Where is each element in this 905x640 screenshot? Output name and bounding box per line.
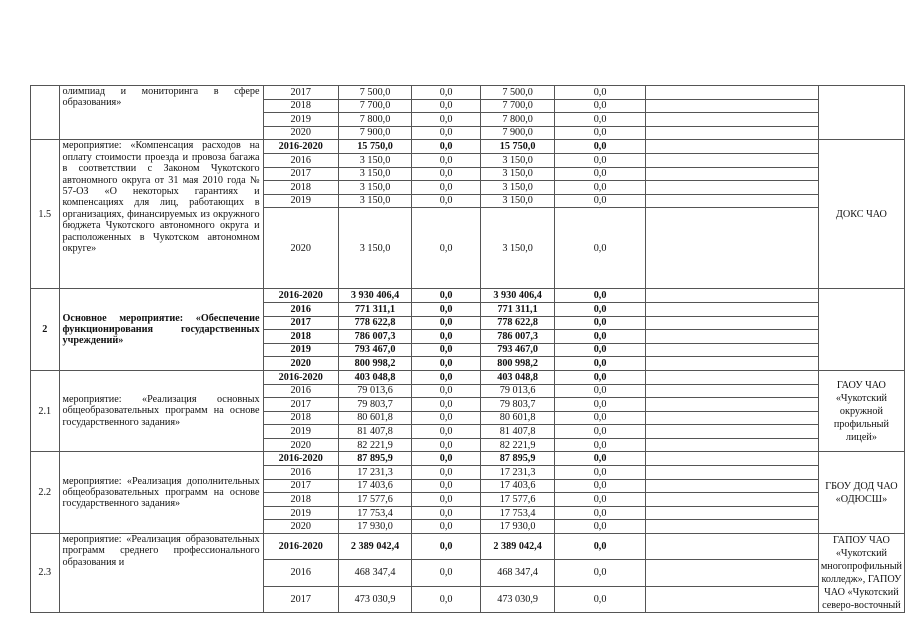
regional-cell: 793 467,0	[481, 343, 555, 357]
total-cell: 81 407,8	[338, 425, 411, 439]
federal-cell: 0,0	[412, 534, 481, 560]
other-cell: 0,0	[555, 479, 646, 493]
total-cell: 473 030,9	[338, 586, 411, 612]
federal-cell: 0,0	[412, 438, 481, 452]
empty-cell	[646, 330, 819, 344]
activity-name: мероприятие: «Реализация дополнительных общеобразовательных программ на основе государственного задания»	[59, 452, 263, 534]
other-cell: 0,0	[555, 384, 646, 398]
total-cell: 403 048,8	[338, 370, 411, 384]
total-cell: 3 930 406,4	[338, 289, 411, 303]
federal-cell: 0,0	[412, 86, 481, 100]
other-cell: 0,0	[555, 302, 646, 316]
year-cell: 2020	[263, 126, 338, 140]
table-row	[31, 370, 905, 384]
other-cell: 0,0	[555, 452, 646, 466]
federal-cell: 0,0	[412, 153, 481, 167]
regional-cell: 3 150,0	[481, 153, 555, 167]
table-row	[31, 534, 905, 560]
year-cell: 2017	[263, 586, 338, 612]
year-cell: 2016	[263, 302, 338, 316]
year-cell: 2017	[263, 316, 338, 330]
total-cell: 82 221,9	[338, 438, 411, 452]
activity-name: мероприятие: «Компенсация расходов на оплату стоимости проезда и провоза багажа в соответствии с Законом Чукотского автономного округа от 31 мая 2010 года № 57-ОЗ «О некоторых гарантиях и компенсациях для лиц, работающих в организациях, финансируемых из окружного бюджета Чукотского автономного округа и расположенных в Чукотском автономном округе»	[59, 140, 263, 289]
activity-name: мероприятие: «Реализация образовательных программ среднего профессионального образования и	[59, 534, 263, 613]
total-cell: 17 403,6	[338, 479, 411, 493]
other-cell: 0,0	[555, 493, 646, 507]
year-cell: 2019	[263, 113, 338, 127]
other-cell: 0,0	[555, 181, 646, 195]
activity-name: мероприятие: «Реализация основных общеобразовательных программ на основе государственного задания»	[59, 370, 263, 452]
table-row	[31, 140, 905, 154]
total-cell: 7 800,0	[338, 113, 411, 127]
other-cell: 0,0	[555, 316, 646, 330]
total-cell: 17 231,3	[338, 466, 411, 480]
federal-cell: 0,0	[412, 343, 481, 357]
empty-cell	[646, 534, 819, 560]
federal-cell: 0,0	[412, 466, 481, 480]
regional-cell: 3 930 406,4	[481, 289, 555, 303]
year-cell: 2016	[263, 153, 338, 167]
other-cell: 0,0	[555, 411, 646, 425]
year-cell: 2020	[263, 438, 338, 452]
empty-cell	[646, 493, 819, 507]
other-cell: 0,0	[555, 370, 646, 384]
regional-cell: 3 150,0	[481, 194, 555, 208]
executor-cell: ГБОУ ДОД ЧАО «ОДЮСШ»	[818, 452, 904, 534]
regional-cell: 3 150,0	[481, 208, 555, 289]
federal-cell: 0,0	[412, 167, 481, 181]
federal-cell: 0,0	[412, 126, 481, 140]
empty-cell	[646, 194, 819, 208]
empty-cell	[646, 126, 819, 140]
activity-name: олимпиад и мониторинга в сфере образования»	[59, 86, 263, 140]
total-cell: 7 700,0	[338, 99, 411, 113]
empty-cell	[646, 586, 819, 612]
empty-cell	[646, 560, 819, 586]
total-cell: 786 007,3	[338, 330, 411, 344]
total-cell: 3 150,0	[338, 181, 411, 195]
year-cell: 2020	[263, 520, 338, 534]
federal-cell: 0,0	[412, 384, 481, 398]
year-cell: 2017	[263, 86, 338, 100]
item-number: 2.1	[31, 370, 60, 452]
other-cell: 0,0	[555, 425, 646, 439]
year-cell: 2019	[263, 506, 338, 520]
federal-cell: 0,0	[412, 425, 481, 439]
regional-cell: 80 601,8	[481, 411, 555, 425]
year-cell: 2018	[263, 493, 338, 507]
empty-cell	[646, 520, 819, 534]
year-cell: 2017	[263, 398, 338, 412]
executor-cell	[818, 289, 904, 371]
empty-cell	[646, 316, 819, 330]
regional-cell: 81 407,8	[481, 425, 555, 439]
federal-cell: 0,0	[412, 398, 481, 412]
budget-table-body	[31, 86, 905, 613]
empty-cell	[646, 452, 819, 466]
other-cell: 0,0	[555, 167, 646, 181]
regional-cell: 17 930,0	[481, 520, 555, 534]
other-cell: 0,0	[555, 113, 646, 127]
year-cell: 2016-2020	[263, 370, 338, 384]
year-cell: 2018	[263, 330, 338, 344]
other-cell: 0,0	[555, 330, 646, 344]
regional-cell: 82 221,9	[481, 438, 555, 452]
empty-cell	[646, 370, 819, 384]
total-cell: 778 622,8	[338, 316, 411, 330]
table-row	[31, 452, 905, 466]
federal-cell: 0,0	[412, 208, 481, 289]
regional-cell: 403 048,8	[481, 370, 555, 384]
table-row	[31, 289, 905, 303]
federal-cell: 0,0	[412, 586, 481, 612]
year-cell: 2019	[263, 425, 338, 439]
empty-cell	[646, 425, 819, 439]
empty-cell	[646, 466, 819, 480]
empty-cell	[646, 343, 819, 357]
federal-cell: 0,0	[412, 560, 481, 586]
executor-cell	[818, 86, 904, 140]
total-cell: 468 347,4	[338, 560, 411, 586]
total-cell: 3 150,0	[338, 167, 411, 181]
other-cell: 0,0	[555, 208, 646, 289]
other-cell: 0,0	[555, 466, 646, 480]
total-cell: 3 150,0	[338, 153, 411, 167]
total-cell: 17 930,0	[338, 520, 411, 534]
other-cell: 0,0	[555, 289, 646, 303]
regional-cell: 7 500,0	[481, 86, 555, 100]
other-cell: 0,0	[555, 586, 646, 612]
budget-table	[30, 85, 905, 613]
total-cell: 7 900,0	[338, 126, 411, 140]
regional-cell: 800 998,2	[481, 357, 555, 371]
total-cell: 17 577,6	[338, 493, 411, 507]
total-cell: 7 500,0	[338, 86, 411, 100]
regional-cell: 473 030,9	[481, 586, 555, 612]
year-cell: 2016	[263, 384, 338, 398]
federal-cell: 0,0	[412, 411, 481, 425]
empty-cell	[646, 181, 819, 195]
regional-cell: 786 007,3	[481, 330, 555, 344]
regional-cell: 468 347,4	[481, 560, 555, 586]
total-cell: 15 750,0	[338, 140, 411, 154]
item-number: 2.3	[31, 534, 60, 613]
total-cell: 771 311,1	[338, 302, 411, 316]
other-cell: 0,0	[555, 438, 646, 452]
regional-cell: 3 150,0	[481, 181, 555, 195]
year-cell: 2018	[263, 411, 338, 425]
regional-cell: 17 403,6	[481, 479, 555, 493]
federal-cell: 0,0	[412, 316, 481, 330]
federal-cell: 0,0	[412, 140, 481, 154]
item-number: 2.2	[31, 452, 60, 534]
total-cell: 3 150,0	[338, 208, 411, 289]
year-cell: 2019	[263, 343, 338, 357]
table-row	[31, 86, 905, 100]
federal-cell: 0,0	[412, 302, 481, 316]
total-cell: 2 389 042,4	[338, 534, 411, 560]
item-number	[31, 86, 60, 140]
empty-cell	[646, 384, 819, 398]
other-cell: 0,0	[555, 534, 646, 560]
regional-cell: 87 895,9	[481, 452, 555, 466]
total-cell: 793 467,0	[338, 343, 411, 357]
empty-cell	[646, 140, 819, 154]
empty-cell	[646, 208, 819, 289]
regional-cell: 7 900,0	[481, 126, 555, 140]
regional-cell: 17 577,6	[481, 493, 555, 507]
total-cell: 3 150,0	[338, 194, 411, 208]
regional-cell: 778 622,8	[481, 316, 555, 330]
other-cell: 0,0	[555, 153, 646, 167]
other-cell: 0,0	[555, 194, 646, 208]
other-cell: 0,0	[555, 140, 646, 154]
year-cell: 2016	[263, 466, 338, 480]
total-cell: 79 803,7	[338, 398, 411, 412]
total-cell: 87 895,9	[338, 452, 411, 466]
empty-cell	[646, 86, 819, 100]
other-cell: 0,0	[555, 343, 646, 357]
total-cell: 79 013,6	[338, 384, 411, 398]
year-cell: 2018	[263, 99, 338, 113]
regional-cell: 7 800,0	[481, 113, 555, 127]
executor-cell: ДОКС ЧАО	[818, 140, 904, 289]
empty-cell	[646, 357, 819, 371]
executor-cell: ГАОУ ЧАО «Чукотский окружной профильный лицей»	[818, 370, 904, 452]
empty-cell	[646, 289, 819, 303]
other-cell: 0,0	[555, 506, 646, 520]
empty-cell	[646, 153, 819, 167]
year-cell: 2018	[263, 181, 338, 195]
empty-cell	[646, 479, 819, 493]
regional-cell: 771 311,1	[481, 302, 555, 316]
executor-cell: ГАПОУ ЧАО «Чукотский многопрофильный колледж», ГАПОУ ЧАО «Чукотский северо-восточный	[818, 534, 904, 613]
year-cell: 2016-2020	[263, 452, 338, 466]
federal-cell: 0,0	[412, 452, 481, 466]
item-number: 1.5	[31, 140, 60, 289]
empty-cell	[646, 411, 819, 425]
total-cell: 80 601,8	[338, 411, 411, 425]
total-cell: 800 998,2	[338, 357, 411, 371]
empty-cell	[646, 438, 819, 452]
other-cell: 0,0	[555, 398, 646, 412]
other-cell: 0,0	[555, 560, 646, 586]
federal-cell: 0,0	[412, 479, 481, 493]
empty-cell	[646, 302, 819, 316]
regional-cell: 79 013,6	[481, 384, 555, 398]
federal-cell: 0,0	[412, 99, 481, 113]
year-cell: 2019	[263, 194, 338, 208]
federal-cell: 0,0	[412, 506, 481, 520]
federal-cell: 0,0	[412, 181, 481, 195]
regional-cell: 15 750,0	[481, 140, 555, 154]
federal-cell: 0,0	[412, 330, 481, 344]
empty-cell	[646, 398, 819, 412]
year-cell: 2017	[263, 167, 338, 181]
total-cell: 17 753,4	[338, 506, 411, 520]
regional-cell: 17 753,4	[481, 506, 555, 520]
federal-cell: 0,0	[412, 493, 481, 507]
year-cell: 2016-2020	[263, 140, 338, 154]
year-cell: 2016-2020	[263, 534, 338, 560]
federal-cell: 0,0	[412, 520, 481, 534]
regional-cell: 79 803,7	[481, 398, 555, 412]
other-cell: 0,0	[555, 99, 646, 113]
regional-cell: 7 700,0	[481, 99, 555, 113]
other-cell: 0,0	[555, 86, 646, 100]
year-cell: 2017	[263, 479, 338, 493]
other-cell: 0,0	[555, 357, 646, 371]
item-number: 2	[31, 289, 60, 371]
empty-cell	[646, 99, 819, 113]
federal-cell: 0,0	[412, 194, 481, 208]
other-cell: 0,0	[555, 126, 646, 140]
year-cell: 2016-2020	[263, 289, 338, 303]
regional-cell: 3 150,0	[481, 167, 555, 181]
federal-cell: 0,0	[412, 289, 481, 303]
activity-name: Основное мероприятие: «Обеспечение функционирования государственных учреждений»	[59, 289, 263, 371]
empty-cell	[646, 506, 819, 520]
federal-cell: 0,0	[412, 357, 481, 371]
other-cell: 0,0	[555, 520, 646, 534]
empty-cell	[646, 113, 819, 127]
regional-cell: 17 231,3	[481, 466, 555, 480]
federal-cell: 0,0	[412, 113, 481, 127]
year-cell: 2020	[263, 357, 338, 371]
federal-cell: 0,0	[412, 370, 481, 384]
empty-cell	[646, 167, 819, 181]
year-cell: 2020	[263, 208, 338, 289]
regional-cell: 2 389 042,4	[481, 534, 555, 560]
year-cell: 2016	[263, 560, 338, 586]
